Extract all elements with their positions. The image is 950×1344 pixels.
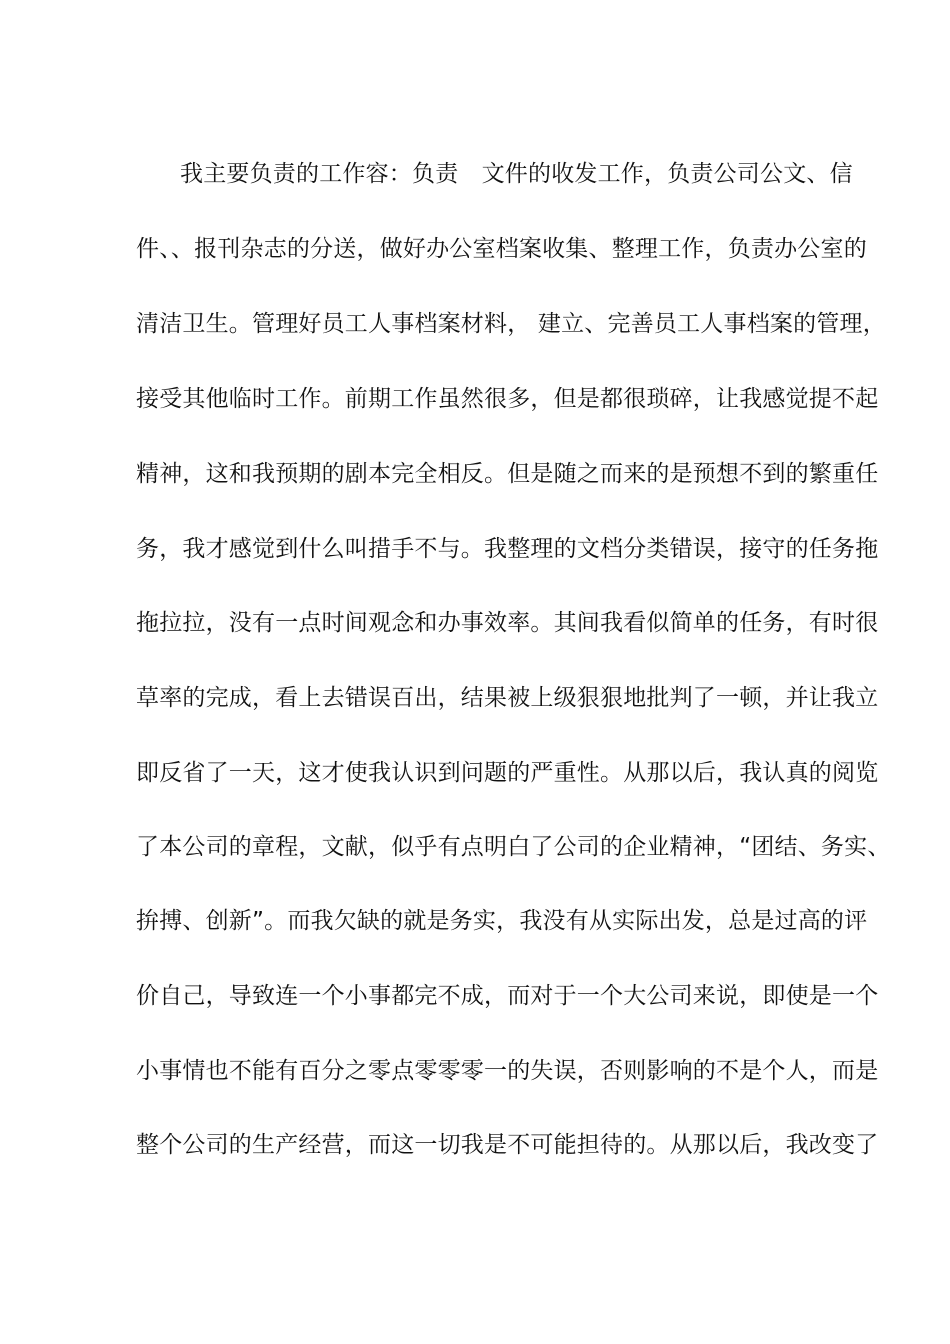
paragraph-line-6: 务，我才感觉到什么叫措手不与。我整理的文档分类错误，接守的任务拖 [136, 536, 879, 562]
paragraph-line-10: 了本公司的章程，文献，似乎有点明白了公司的企业精神，“团结、务实、 [136, 834, 891, 860]
paragraph-line-13: 小事情也不能有百分之零点零零零一的失误，否则影响的不是个人，而是 [136, 1058, 879, 1084]
paragraph-line-14: 整个公司的生产经营，而这一切我是不可能担待的。从那以后，我改变了 [136, 1132, 879, 1158]
paragraph-line-8: 草率的完成，看上去错误百出，结果被上级狠狠地批判了一顿，并让我立 [136, 685, 879, 711]
paragraph-line-7: 拖拉拉，没有一点时间观念和办事效率。其间我看似简单的任务，有时很 [136, 610, 879, 636]
paragraph-line-12: 价自己，导致连一个小事都完不成，而对于一个大公司来说，即使是一个 [136, 983, 879, 1009]
paragraph-line-2: 件、、报刊杂志的分送，做好办公室档案收集、整理工作，负责办公室的 [136, 236, 867, 262]
paragraph-line-3: 清洁卫生。管理好员工人事档案材料， 建立、完善员工人事档案的管理， [136, 311, 886, 337]
paragraph-line-1: 我主要负责的工作容：负责 文件的收发工作，负责公司公文、信 [180, 161, 853, 187]
paragraph-line-11: 拚搏、创新”。而我欠缺的就是务实，我没有从实际出发，总是过高的评 [136, 908, 868, 934]
paragraph-line-9: 即反省了一天，这才使我认识到问题的严重性。从那以后，我认真的阅览 [136, 760, 879, 786]
paragraph-line-4: 接受其他临时工作。前期工作虽然很多，但是都很琐碎，让我感觉提不起 [136, 386, 879, 412]
paragraph-line-5: 精神，这和我预期的剧本完全相反。但是随之而来的是预想不到的繁重任 [136, 461, 879, 487]
